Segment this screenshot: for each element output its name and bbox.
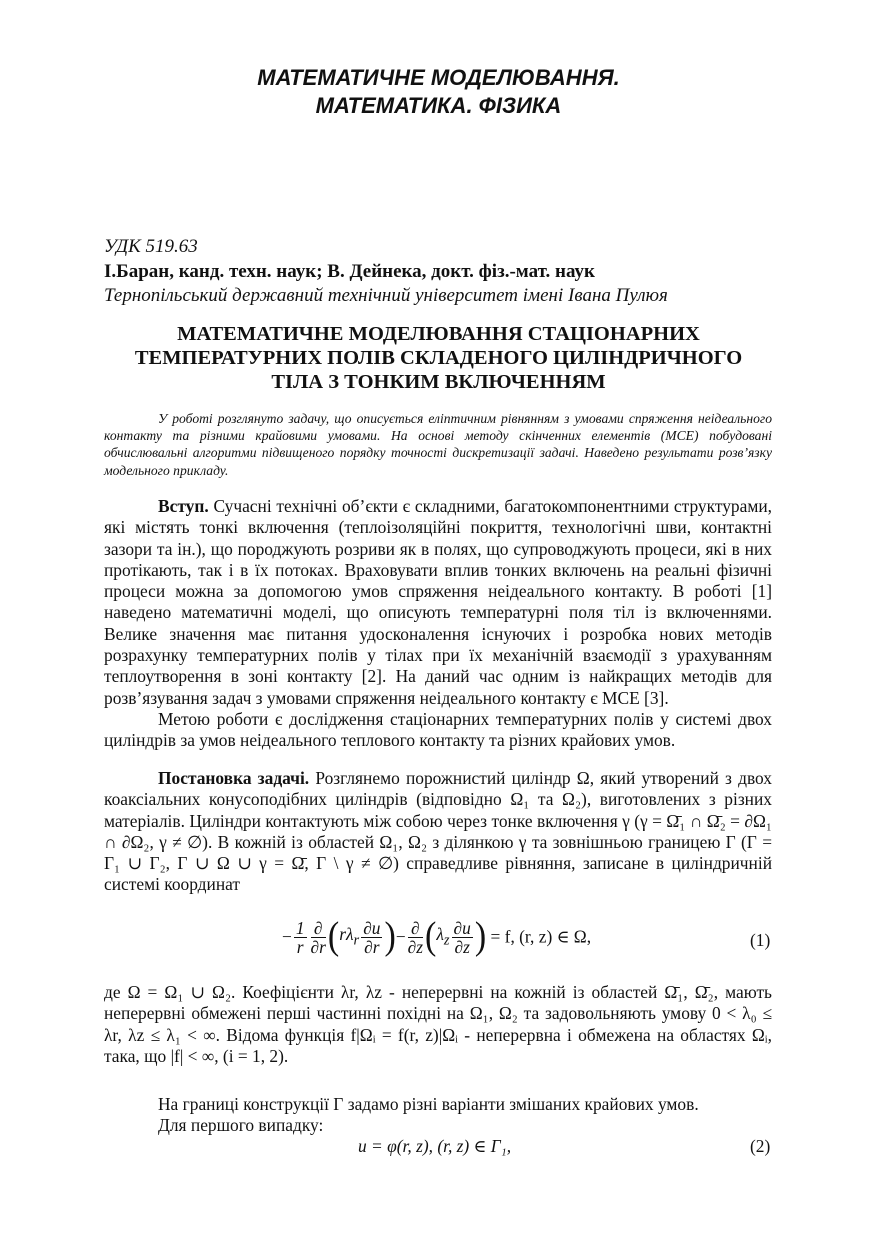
problem-text-1: Розглянемо порожнистий циліндр Ω, який утворений з двох коаксіальних конусоподібних циліндрів (відповідно Ω₁ та Ω₂), виготовлених з різних матеріалів. Циліндри контактують між собою через тонке включення γ (γ = Ω̄₁ ∩ Ω̄₂ = ∂Ω₁ ∩ ∂Ω₂, γ ≠ ∅). В кожній із областей Ω₁, Ω₂ з ділянкою γ та зовнішньою границею Γ (Γ = Γ₁ ∪ Γ₂, Γ ∪ Ω ∪ γ = Ω̄, Γ \ γ ≠ ∅) справедливе рівняння, записане в циліндричній системі координат [104, 768, 772, 895]
problem-paragraph-1 [104, 768, 772, 896]
intro-heading: Вступ. [158, 496, 209, 516]
intro-paragraph [104, 496, 772, 709]
udk-code: УДК 519.63 [104, 236, 198, 257]
problem-continuation [104, 982, 772, 1067]
title-line-2: ТЕМПЕРАТУРНИХ ПОЛІВ СКЛАДЕНОГО ЦИЛІНДРИЧНОГО [134, 347, 743, 369]
title-line-1: МАТЕМАТИЧНЕ МОДЕЛЮВАННЯ СТАЦІОНАРНИХ [177, 323, 700, 345]
boundary-conditions [104, 1094, 772, 1137]
problem-paragraph-3: На границі конструкції Γ задамо різні варіанти змішаних крайових умов. [158, 1094, 699, 1114]
section-heading-line-1: МАТЕМАТИЧНЕ МОДЕЛЮВАННЯ. [257, 65, 620, 90]
section-heading-line-2: МАТЕМАТИКА. ФІЗИКА [315, 93, 562, 118]
equation-2-number: (2) [750, 1136, 771, 1156]
problem-heading: Постановка задачі. [158, 768, 310, 788]
introduction [104, 496, 772, 752]
title-line-3: ТІЛА З ТОНКИМ ВКЛЮЧЕННЯМ [271, 371, 606, 393]
problem-paragraph-2: де Ω = Ω₁ ∪ Ω₂. Коефіцієнти λr, λz - неперервні на кожній із областей Ω̄₁, Ω̄₂, мають неперервні обмежені перші частинні похідні на Ω₁, Ω₂ та задовольняють умову 0 < λ₀ ≤ λr, λz ≤ λ₁ < ∞. Відома функція f|Ωᵢ = f(r, z)|Ωᵢ - неперервна і обмежена на областях Ωᵢ, така, що |f| < ∞, (i = 1, 2). [104, 982, 772, 1066]
problem-paragraph-4: Для першого випадку: [158, 1115, 324, 1136]
equation-1: − $\frac{1}{r}$ $\frac{\partial}{\partial r}$ ($r\lambda_r$ $\frac{\partial u}{\partial r}$ )− $\frac{\partial}{\partial z}$ ($\lambda_z$ $\frac{\partial u}{\partial z}$ ) = f, (r, z) ∈ Ω, [282, 915, 592, 958]
equation-2: u = φ(r, z), (r, z) ∈ Γ₁, [358, 1136, 512, 1156]
intro-text: Сучасні технічні об’єкти є складними, багатокомпонентними структурами, які містять тонкі включення (теплоізоляційні покриття, технологічні шви, контактні зазори та ін.), що породжують розриви як в полях, що супроводжують процеси, які в них протікають, так і в їх потоках. Враховувати вплив тонких включень на реальні фізичні процеси можна за допомогою умов спряження неідеального контакту. В роботі [1] наведено математичні моделі, що описують температурні поля тіл із включеннями. Велике значення має питання удосконалення існуючих і розробка нових методів розрахунку температурних полів у тілах при їх механічній взаємодії з урахуванням теплоутворення в зоні контакту [2]. На даний час одним із найкращих методів для розв’язування задач з умовами спряження неідеального контакту є МСЕ [3]. [104, 496, 772, 708]
equation-1-number: (1) [750, 930, 771, 950]
problem-statement [104, 768, 772, 896]
goal-paragraph: Метою роботи є дослідження стаціонарних температурних полів у системі двох циліндрів за умов неідеального теплового контакту та різних крайових умов. [104, 708, 772, 751]
abstract: У роботі розглянуто задачу, що описується еліптичним рівнянням з умовами спряження неідеального контакту та різними крайовими умовами. На основі методу скінченних елементів (МСЕ) побудовані обчислювальні алгоритми підвищеного порядку точності дискретизації задачі. Наведено результати розв’язку модельного прикладу. [104, 411, 772, 478]
affiliation: Тернопільський державний технічний університет імені Івана Пулюя [104, 285, 668, 306]
authors: І.Баран, канд. техн. наук; В. Дейнека, докт. фіз.-мат. наук [104, 261, 595, 282]
equation-1-rhs: = f, (r, z) ∈ Ω, [486, 926, 592, 947]
paper-title [90, 322, 787, 394]
